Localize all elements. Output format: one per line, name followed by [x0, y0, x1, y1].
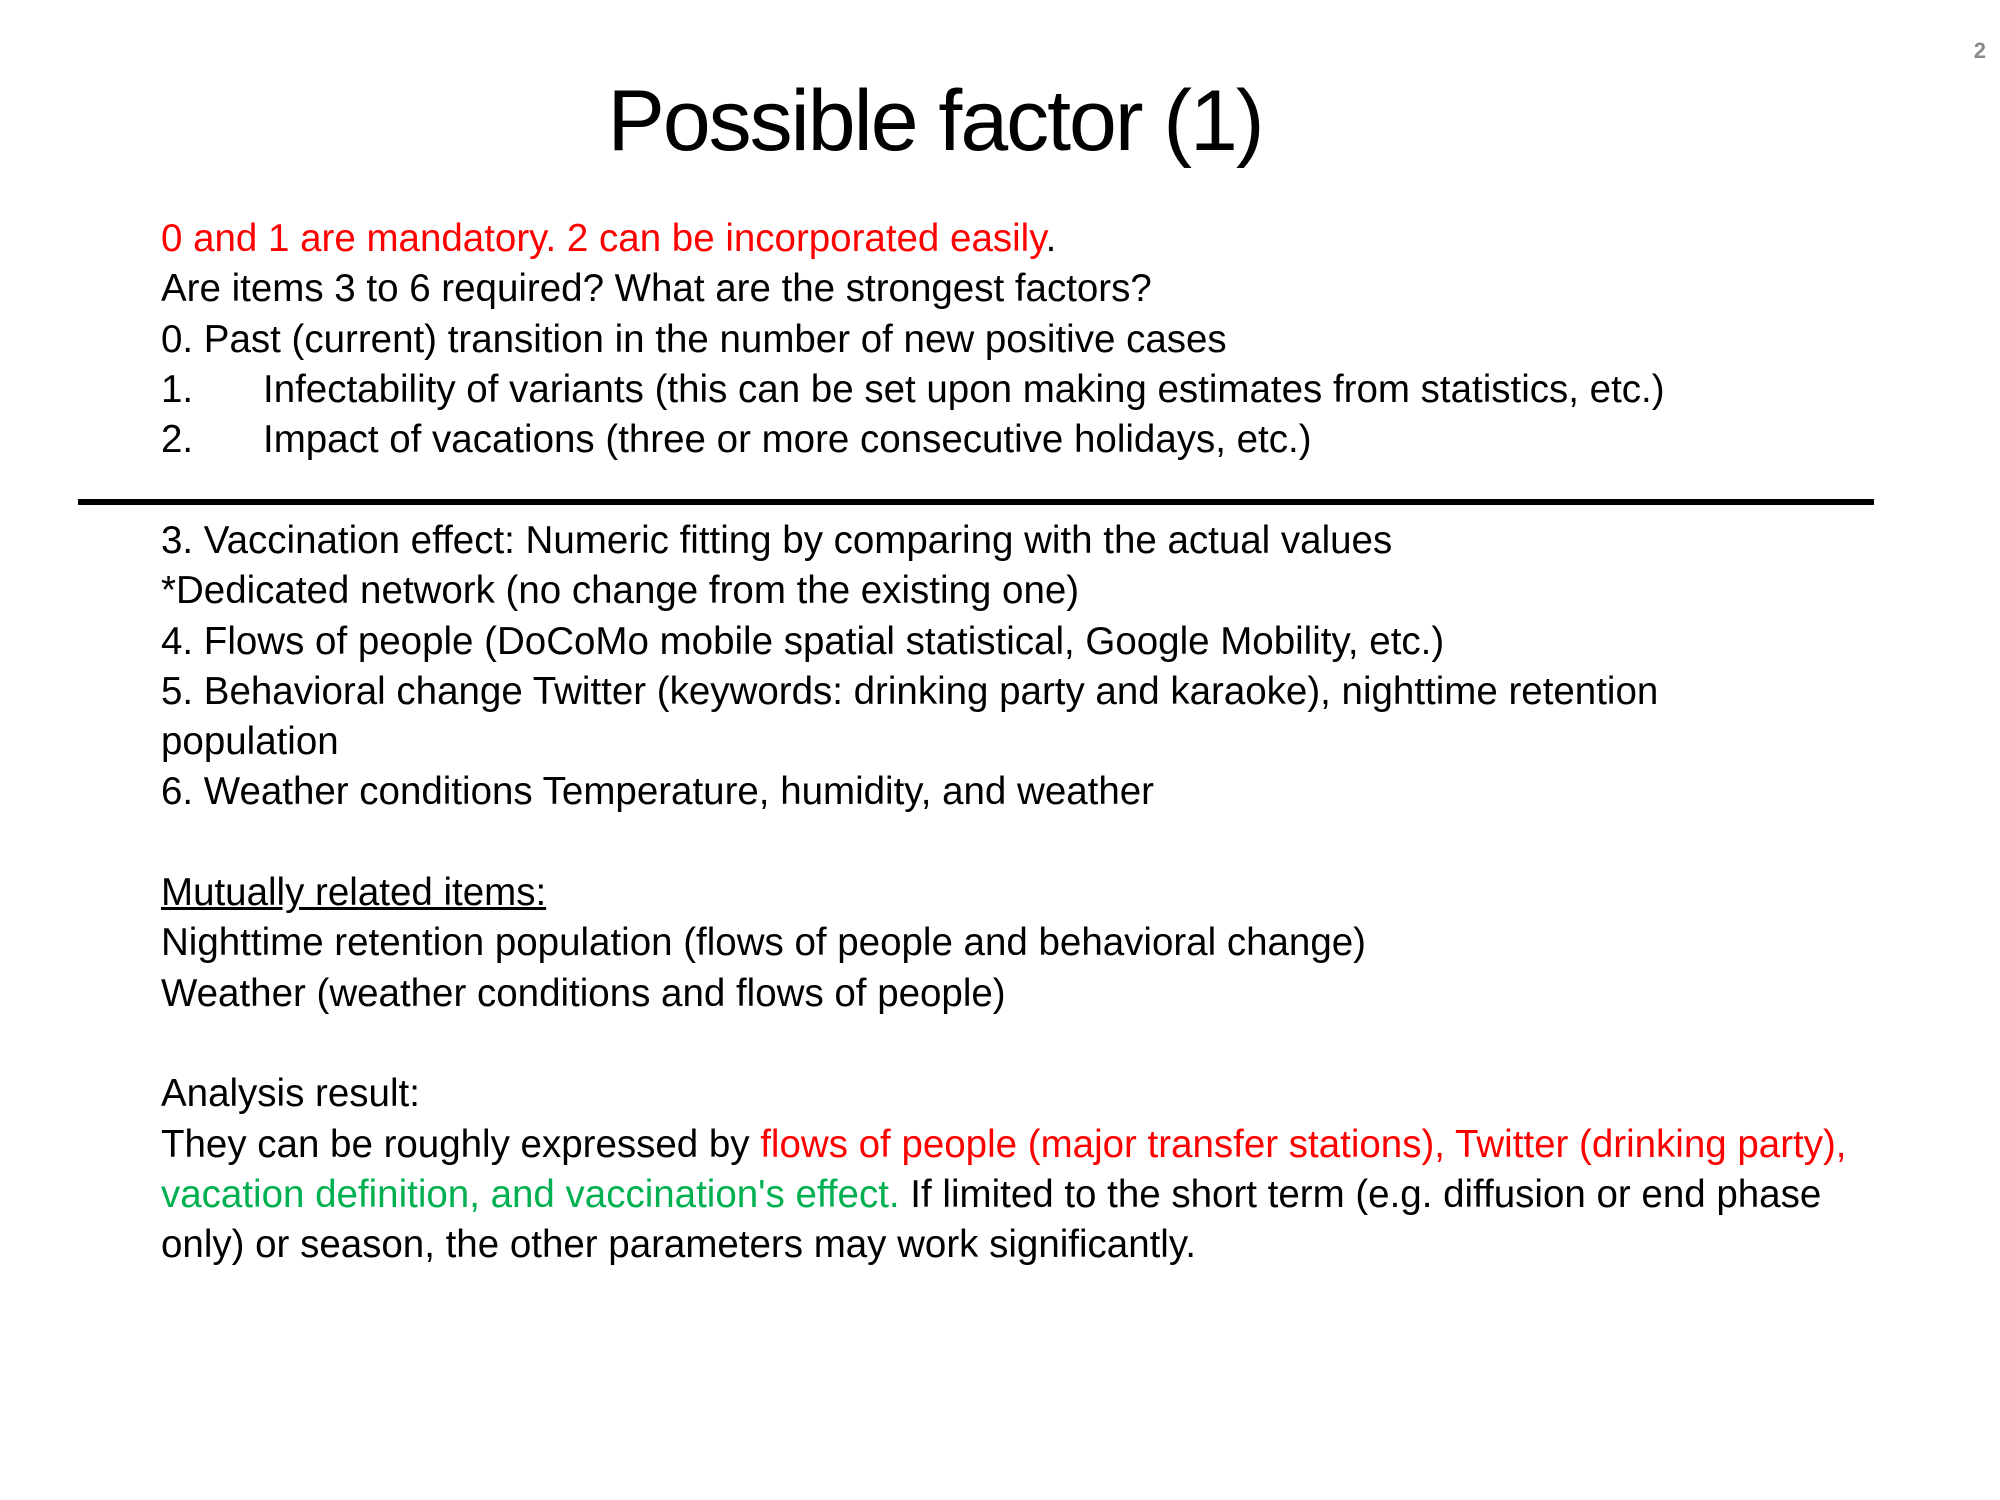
analysis-paragraph [161, 1120, 1861, 1271]
factor-2-text: Impact of vacations (three or more consecutive holidays, etc.) [263, 418, 1312, 462]
factor-2-number: 2. [161, 418, 194, 462]
analysis-heading: Analysis result: [161, 1072, 420, 1116]
mandatory-factors-block [161, 214, 1861, 465]
factor-3-note: *Dedicated network (no change from the existing one) [161, 569, 1080, 613]
factor-2 [161, 415, 1861, 465]
factor-5-line-2: population [161, 720, 339, 764]
factor-6: 6. Weather conditions Temperature, humidity, and weather [161, 770, 1154, 814]
factor-3: 3. Vaccination effect: Numeric fitting by comparing with the actual values [161, 519, 1393, 562]
slide-title: Possible factor (1) [607, 73, 1263, 169]
mandatory-note-line [161, 214, 1861, 264]
factor-4: 4. Flows of people (DoCoMo mobile spatial statistical, Google Mobility, etc.) [161, 619, 1445, 663]
factor-1 [161, 365, 1861, 415]
page-number: 2 [1973, 38, 1986, 63]
related-item-1: Nighttime retention population (flows of people and behavioral change) [161, 921, 1366, 965]
factor-1-number: 1. [161, 367, 194, 411]
optional-factors-block [161, 516, 1861, 1270]
question-line: Are items 3 to 6 required? What are the strongest factors? [161, 267, 1152, 311]
analysis-intro: They can be roughly expressed by [161, 1122, 761, 1166]
related-items-heading: Mutually related items: [161, 871, 547, 915]
factor-1-text: Infectability of variants (this can be set upon making estimates from statistics, etc.) [263, 367, 1665, 411]
section-divider [78, 499, 1874, 505]
factor-5-line-1: 5. Behavioral change Twitter (keywords: drinking party and karaoke), nighttime retention [161, 669, 1659, 713]
analysis-red-emphasis: flows of people (major transfer stations), Twitter (drinking party), [760, 1122, 1847, 1166]
spacer [161, 1019, 1861, 1069]
analysis-conclusion: If limited to the short term (e.g. diffusion or end phase only) or season, the other parameters may work significantly. [161, 1172, 1822, 1267]
spacer [161, 818, 1861, 868]
related-item-2: Weather (weather conditions and flows of people) [161, 971, 1006, 1015]
mandatory-note: 0 and 1 are mandatory. 2 can be incorporated easily [161, 217, 1046, 260]
analysis-green-emphasis: vacation definition, and vaccination's effect. [161, 1172, 900, 1216]
mandatory-note-period: . [1045, 217, 1057, 260]
factor-0: 0. Past (current) transition in the number of new positive cases [161, 317, 1227, 361]
